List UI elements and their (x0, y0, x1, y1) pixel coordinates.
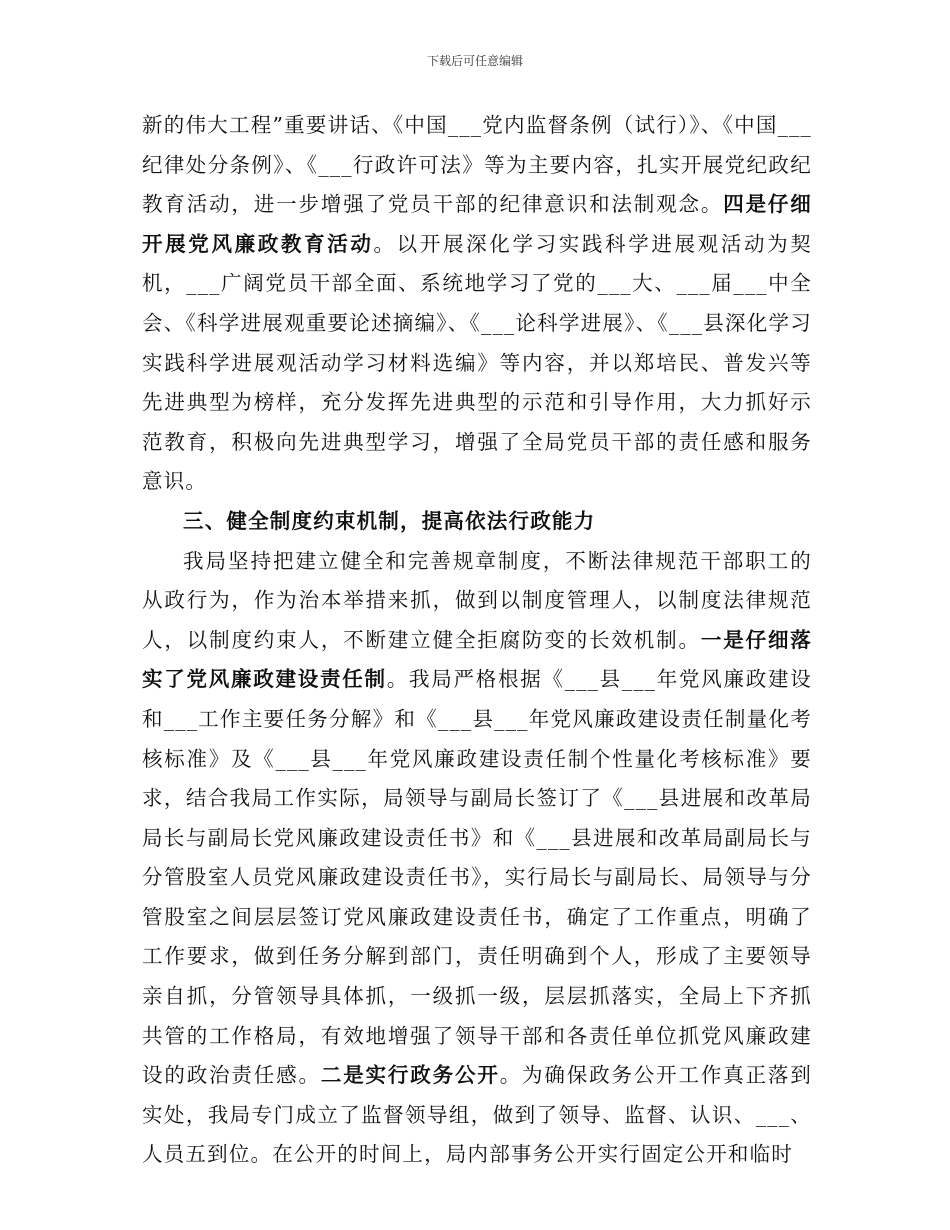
document-body (142, 106, 812, 1175)
paragraph-text: 。我局严格根据《___县___年党风廉政建设和___工作主要任务分解》和《___县___年党风廉政建设责任制量化考核标准》及《___县___年党风廉政建设责任制个性量化考核标准》要求，结合我局工作实际，局领导与副局长签订了《___县进展和改革局局长与副局长党风廉政建设责任书》和《___县进展和改革局副局长与分管股室人员党风廉政建设责任书》，实行局长与副局长、局领导与分管股室之间层层签订党风廉政建设责任书，确定了工作重点，明确了工作要求，做到任务分解到部门，责任明确到个人，形成了主要领导亲自抓，分管领导具体抓，一级抓一级，层层抓落实，全局上下齐抓共管的工作格局，有效地增强了领导干部和各责任单位抓党风廉政建设的政治责任感。 (142, 667, 812, 1088)
bold-phrase-point-four: 四是仔细开展党风廉政教育活动 (142, 192, 812, 256)
paragraph-institution-building (142, 542, 812, 1176)
paragraph-text: 。以开展深化学习实践科学进展观活动为契机，___广阔党员干部全面、系统地学习了党的___大、___届___中全会、《科学进展观重要论述摘编》、《___论科学进展》、《___县深化学习实践科学进展观活动学习材料选编》等内容，并以郑培民、普发兴等先进典型为榜样，充分发挥先进典型的示范和引导作用，大力抓好示范教育，积极向先进典型学习，增强了全局党员干部的责任感和服务意识。 (142, 231, 812, 494)
section-heading-three (142, 502, 812, 542)
paragraph-discipline-education (142, 106, 812, 502)
paragraph-text: 。为确保政务公开工作真正落到实处，我局专门成立了监督领导组，做到了领导、监督、认识、___、人员五到位。在公开的时间上，局内部事务公开实行固定公开和临时 (142, 1063, 812, 1167)
bold-phrase-point-one: 一是仔细落实了党风廉政建设责任制 (142, 627, 813, 692)
paragraph-text: 新的伟大工程”重要讲话、《中国___党内监督条例（试行）》、《中国___纪律处分条例》、《___行政许可法》等为主要内容，扎实开展党纪政纪教育活动，进一步增强了党员干部的纪律意识和法制观念。 (142, 113, 812, 217)
paragraph-text: 我局坚持把建立健全和完善规章制度，不断法律规范干部职工的从政行为，作为治本举措来抓，做到以制度管理人，以制度法律规范人，以制度约束人，不断建立健全拒腐防变的长效机制。 (142, 548, 812, 652)
page-header: 下载后可任意编辑 (426, 54, 523, 68)
bold-phrase-point-two: 二是实行政务公开 (320, 1063, 500, 1088)
section-heading-text: 三、健全制度约束机制，提高依法行政能力 (183, 508, 596, 533)
